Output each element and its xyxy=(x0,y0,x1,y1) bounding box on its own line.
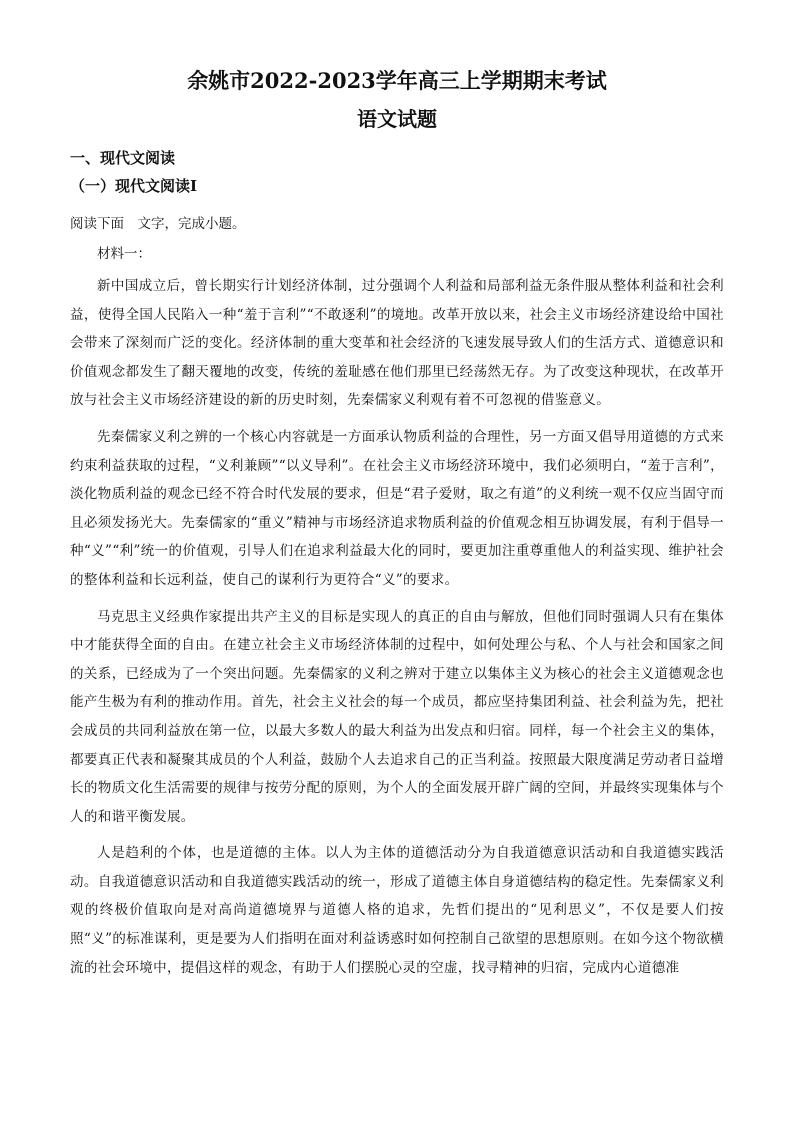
reading-instruction: 阅读下面 文字，完成小题。 xyxy=(70,216,246,232)
exam-subtitle: 语文试题 xyxy=(357,107,437,131)
material-label: 材料一： xyxy=(97,246,151,262)
body-paragraph-4: 人是趋利的个体，也是道德的主体。以人为主体的道德活动分为自我道德意识活动和自我道德实践活动。自我道德意识活动和自我道德实践活动的统一，形成了道德主体自身道德结构的稳定性。先秦儒家义利观的终极价值取向是对高尚道德境界与道德人格的追求，先哲们提出的“见利思义”，不仅是要人们按照“义”的标准谋利，更是要为人们指明在面对利益诱惑时如何控制自己欲望的思想原则。在如今这个物欲横流的社会环境中，提倡这样的观念，有助于人们摆脱心灵的空虚，找寻精神的归宿，完成内心道德准 xyxy=(70,845,724,976)
exam-title: 余姚市2022-2023学年高三上学期期末考试 xyxy=(187,68,607,93)
body-paragraph-1: 新中国成立后，曾长期实行计划经济体制，过分强调个人利益和局部利益无条件服从整体利益和社会利益，使得全国人民陷入一种“羞于言利”“不敢逐利”的境地。改革开放以来，社会主义市场经济建设给中国社会带来了深刻而广泛的变化。经济体制的重大变革和社会经济的飞速发展导致人们的生活方式、道德意识和价值观念都发生了翻天覆地的改变，传统的羞耻感在他们那里已经荡然无存。为了改变这种现状，在改革开放与社会主义市场经济建设的新的历史时刻，先秦儒家义利观有着不可忽视的借鉴意义。 xyxy=(70,278,724,409)
body-paragraph-2: 先秦儒家义利之辨的一个核心内容就是一方面承认物质利益的合理性，另一方面又倡导用道德的方式来约束利益获取的过程，“义利兼顾”“以义导利”。在社会主义市场经济环境中，我们必须明白，“羞于言利”，淡化物质利益的观念已经不符合时代发展的要求，但是“君子爱财，取之有道”的义利统一观不仅应当固守而且必须发扬光大。先秦儒家的“重义”精神与市场经济追求物质利益的价值观念相互协调发展，有利于倡导一种“义”“利”统一的价值观，引导人们在追求利益最大化的同时，要更加注重尊重他人的利益实现、维护社会的整体利益和长远利益，使自己的谋利行为更符合“义”的要求。 xyxy=(70,428,724,588)
subsection-heading: （一）现代文阅读Ⅰ xyxy=(70,177,198,195)
body-paragraph-3: 马克思主义经典作家提出共产主义的目标是实现人的真正的自由与解放，但他们同时强调人只有在集体中才能获得全面的自由。在建立社会主义市场经济体制的过程中，如何处理公与私、个人与社会和国家之间的关系，已经成为了一个突出问题。先秦儒家的义利之辨对于建立以集体主义为核心的社会主义道德观念也能产生极为有利的推动作用。首先，社会主义社会的每一个成员，都应坚持集团利益、社会利益为先，把社会成员的共同利益放在第一位，以最大多数人的最大利益为出发点和归宿。同样，每一个社会主义的集体，都要真正代表和凝聚其成员的个人利益，鼓励个人去追求自己的正当利益。按照最大限度满足劳动者日益增长的物质文化生活需要的规律与按劳分配的原则，为个人的全面发展开辟广阔的空间，并最终实现集体与个人的和谐平衡发展。 xyxy=(70,608,724,825)
section-heading: 一、现代文阅读 xyxy=(70,149,176,167)
